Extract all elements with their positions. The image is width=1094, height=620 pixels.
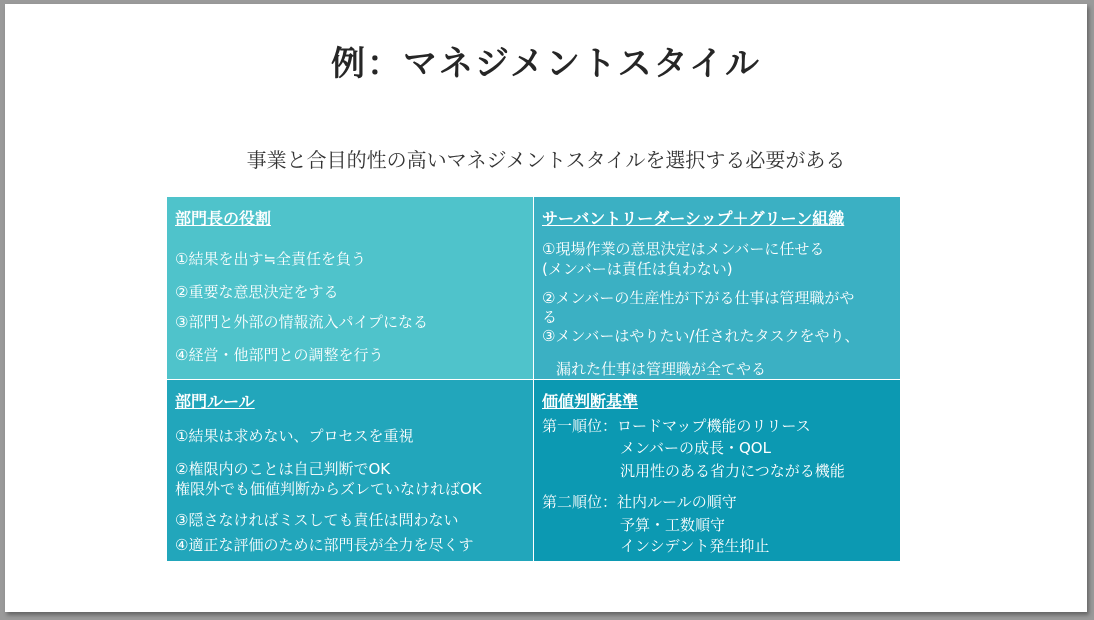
list-item: ①結果は求めない、プロセスを重視 <box>175 427 414 445</box>
list-item: ③メンバーはやりたい/任されたタスクをやり、 <box>542 327 860 345</box>
quadrant-grid <box>167 197 900 561</box>
list-item: ④経営・他部門との調整を行う <box>175 346 384 364</box>
list-item: (メンバーは責任は負わない) <box>542 260 733 278</box>
list-item: 予算・工数順守 <box>620 516 726 534</box>
list-item: ②メンバーの生産性が下がる仕事は管理職がや <box>542 289 855 307</box>
quadrant-heading: 価値判断基準 <box>542 392 639 411</box>
list-item: ①現場作業の意思決定はメンバーに任せる <box>542 240 825 258</box>
list-item: る <box>542 308 558 326</box>
list-item: ③隠さなければミスしても責任は問わない <box>175 511 459 529</box>
list-item: インシデント発生抑止 <box>620 537 770 555</box>
list-item: 第二順位：社内ルールの順守 <box>542 493 737 511</box>
list-item: ③部門と外部の情報流入パイプになる <box>175 313 428 331</box>
list-item: 権限外でも価値判断からズレていなければOK <box>175 480 482 498</box>
quadrant-heading: サーバントリーダーシップ＋グリーン組織 <box>542 209 845 228</box>
list-item: メンバーの成長・QOL <box>620 439 771 457</box>
slide-subtitle: 事業と合目的性の高いマネジメントスタイルを選択する必要がある <box>246 148 846 172</box>
list-item: ②権限内のことは自己判断でOK <box>175 460 391 478</box>
quadrant-department-head-role <box>167 197 533 379</box>
list-item: 漏れた仕事は管理職が全てやる <box>556 360 767 378</box>
quadrant-heading: 部門ルール <box>175 392 255 411</box>
slide-title: 例：マネジメントスタイル <box>331 44 761 84</box>
list-item: 汎用性のある省力につながる機能 <box>620 462 845 480</box>
quadrant-department-rules <box>167 380 533 561</box>
quadrant-servant-leadership <box>534 197 900 379</box>
list-item: 第一順位：ロードマップ機能のリリース <box>542 417 811 435</box>
list-item: ④適正な評価のために部門長が全力を尽くす <box>175 536 474 554</box>
list-item: ①結果を出す≒全責任を負う <box>175 250 367 268</box>
slide <box>5 4 1087 612</box>
quadrant-heading: 部門長の役割 <box>175 209 272 228</box>
quadrant-value-criteria <box>534 380 900 561</box>
list-item: ②重要な意思決定をする <box>175 283 339 301</box>
